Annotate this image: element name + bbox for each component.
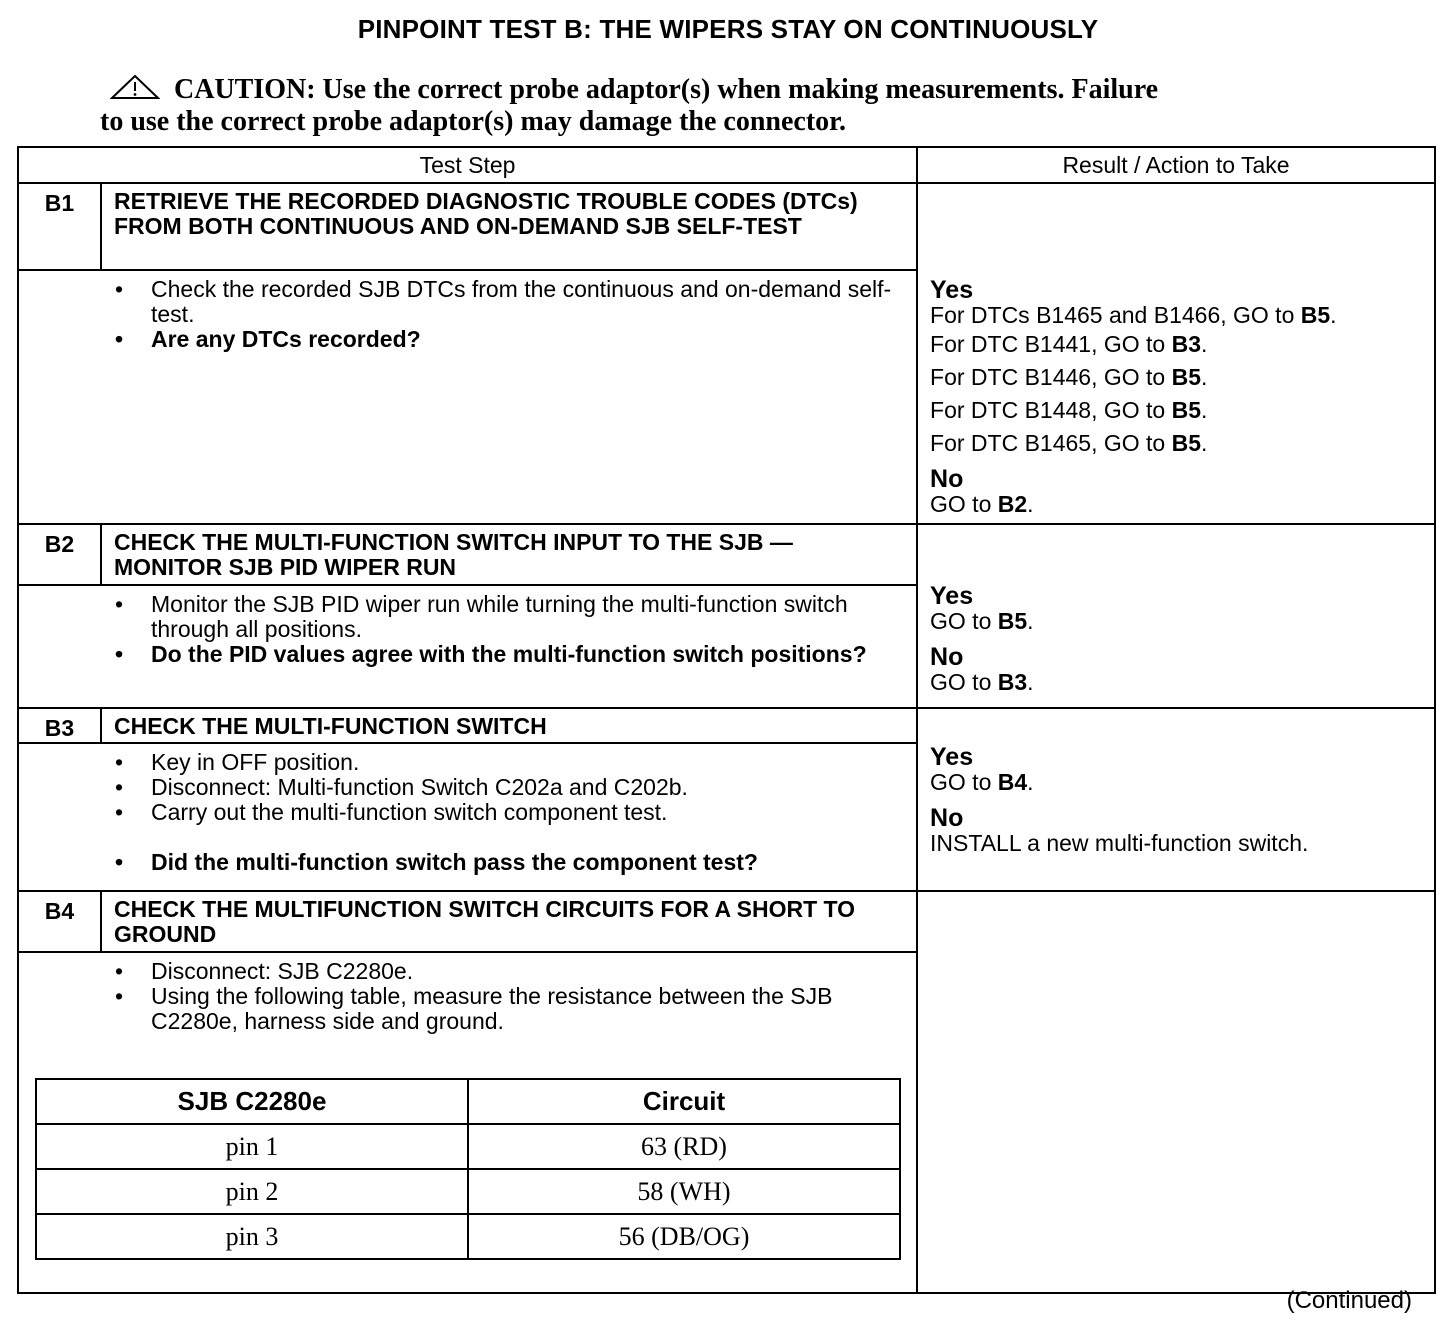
action-item: • Disconnect: SJB C2280e. xyxy=(115,959,904,984)
step-title: CHECK THE MULTIFUNCTION SWITCH CIRCUITS FOR A SHORT TO GROUND xyxy=(101,891,917,952)
step-actions xyxy=(18,743,917,891)
result-line: For DTC B1441, GO to B3. xyxy=(930,330,1208,357)
pin-cell: pin 1 xyxy=(36,1124,468,1169)
action-question: • Are any DTCs recorded? xyxy=(115,327,904,352)
warning-triangle-icon xyxy=(110,74,160,100)
result-no: No xyxy=(930,803,964,832)
caution-line-2: to use the correct probe adaptor(s) may damage the connector. xyxy=(100,106,847,137)
result-yes: Yes xyxy=(930,582,974,610)
continued-note: (Continued) xyxy=(1286,1287,1412,1314)
result-yes: Yes xyxy=(930,275,974,304)
result-line: INSTALL a new multi-function switch. xyxy=(930,829,1309,856)
action-item: • Disconnect: Multi-function Switch C202a and C202b. xyxy=(115,775,904,800)
action-question: • Do the PID values agree with the multi-function switch positions? xyxy=(115,642,904,667)
result-line: For DTC B1446, GO to B5. xyxy=(930,363,1208,390)
result-line: GO to B3. xyxy=(930,669,1034,695)
action-item: • Using the following table, measure the resistance between the SJB C2280e, harness side and ground. xyxy=(115,984,904,1034)
pin-cell: pin 2 xyxy=(36,1169,468,1214)
result-line: For DTC B1448, GO to B5. xyxy=(930,396,1208,423)
action-item: • Check the recorded SJB DTCs from the continuous and on-demand self-test. xyxy=(115,277,904,327)
step-result xyxy=(917,708,1435,891)
result-line: For DTCs B1465 and B1466, GO to B5. xyxy=(930,301,1337,328)
step-id: B1 xyxy=(18,183,101,270)
action-item: • Monitor the SJB PID wiper run while turning the multi-function switch through all positions. xyxy=(115,592,904,642)
pinpoint-test-table xyxy=(17,146,1436,1294)
circuit-cell: 58 (WH) xyxy=(468,1169,900,1214)
result-line: GO to B2. xyxy=(930,490,1034,517)
step-actions xyxy=(18,952,917,1293)
pin-table xyxy=(35,1078,901,1260)
result-yes: Yes xyxy=(930,742,974,771)
table-row xyxy=(36,1169,900,1214)
pin-table-header: Circuit xyxy=(468,1079,900,1124)
step-actions xyxy=(18,270,917,524)
step-actions xyxy=(18,585,917,708)
step-id: B4 xyxy=(18,891,101,952)
result-no: No xyxy=(930,643,964,671)
step-result xyxy=(917,891,1435,1293)
step-id: B2 xyxy=(18,524,101,585)
step-title: RETRIEVE THE RECORDED DIAGNOSTIC TROUBLE CODES (DTCs) FROM BOTH CONTINUOUS AND ON-DEMAND SJB SELF-TEST xyxy=(101,183,917,270)
table-row xyxy=(36,1124,900,1169)
header-test-step: Test Step xyxy=(18,147,917,183)
result-no: No xyxy=(930,464,964,493)
step-id: B3 xyxy=(18,708,101,743)
pin-cell: pin 3 xyxy=(36,1214,468,1259)
pin-table-header: SJB C2280e xyxy=(36,1079,468,1124)
result-line: For DTC B1465, GO to B5. xyxy=(930,429,1208,456)
caution-line-1: CAUTION: Use the correct probe adaptor(s) when making measurements. Failure xyxy=(174,74,1159,105)
circuit-cell: 56 (DB/OG) xyxy=(468,1214,900,1259)
page-title: PINPOINT TEST B: THE WIPERS STAY ON CONTINUOUSLY xyxy=(357,14,1099,44)
table-row xyxy=(36,1214,900,1259)
step-title: CHECK THE MULTI-FUNCTION SWITCH INPUT TO THE SJB — MONITOR SJB PID WIPER RUN xyxy=(101,524,917,585)
header-result: Result / Action to Take xyxy=(917,147,1435,183)
step-title: CHECK THE MULTI-FUNCTION SWITCH xyxy=(101,708,917,743)
action-item: • Key in OFF position. xyxy=(115,750,904,775)
step-result xyxy=(917,524,1435,708)
caution-note xyxy=(100,74,1320,138)
step-result xyxy=(917,183,1435,524)
action-item: • Carry out the multi-function switch component test. xyxy=(115,800,904,825)
result-line: GO to B5. xyxy=(930,608,1034,634)
action-question: • Did the multi-function switch pass the component test? xyxy=(115,850,904,875)
result-line: GO to B4. xyxy=(930,768,1034,795)
circuit-cell: 63 (RD) xyxy=(468,1124,900,1169)
